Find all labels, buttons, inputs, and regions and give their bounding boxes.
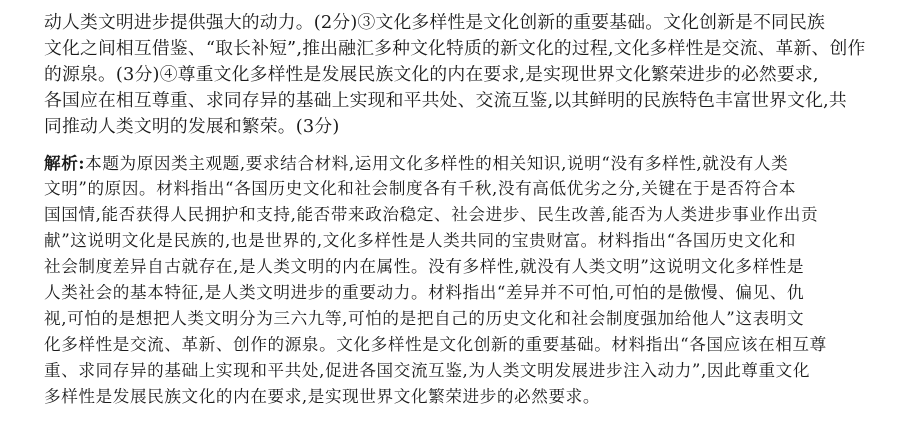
explanation-line: 人类社会的基本特征,是人类文明进步的重要动力。材料指出“差异并不可怕,可怕的是傲慢、偏见、仇 bbox=[44, 283, 805, 302]
explanation-line: 献”这说明文化是民族的,也是世界的,文化多样性是人类共同的宝贵财富。材料指出“各国历史文化和 bbox=[44, 231, 797, 250]
explanation-line: 化多样性是交流、革新、创作的源泉。文化多样性是文化创新的重要基础。材料指出“各国应该在相互尊 bbox=[44, 335, 827, 354]
explanation-label: 解析: bbox=[44, 153, 86, 173]
answer-line: 同推动人类文明的发展和繁荣。(3分) bbox=[44, 116, 340, 137]
answer-line: 的源泉。(3分)④尊重文化多样性是发展民族文化的内在要求,是实现世界文化繁荣进步的必然要求, bbox=[44, 64, 819, 85]
answer-line: 文化之间相互借鉴、“取长补短”,推出融汇多种文化特质的新文化的过程,文化多样性是交流、革新、创作 bbox=[44, 38, 866, 59]
explanation-line: 视,可怕的是想把人类文明分为三六九等,可怕的是把自己的历史文化和社会制度强加给他人”这表明文 bbox=[44, 309, 805, 328]
explanation-text: 本题为原因类主观题,要求结合材料,运用文化多样性的相关知识,说明“没有多样性,就没有人类 bbox=[85, 154, 789, 173]
explanation-paragraph bbox=[44, 150, 900, 410]
answer-line: 各国应在相互尊重、求同存异的基础上实现和平共处、交流互鉴,以其鲜明的民族特色丰富世界文化,共 bbox=[44, 90, 847, 111]
explanation-line: 多样性是发展民族文化的内在要求,是实现世界文化繁荣进步的必然要求。 bbox=[44, 387, 601, 406]
explanation-first-line bbox=[44, 150, 900, 176]
explanation-line: 国国情,能否获得人民拥护和支持,能否带来政治稳定、社会进步、民生改善,能否为人类进步事业作出贡 bbox=[44, 205, 819, 224]
answer-paragraph bbox=[44, 10, 900, 140]
explanation-line: 重、求同存异的基础上实现和平共处,促进各国交流互鉴,为人类文明发展进步注入动力”,因此尊重文化 bbox=[44, 361, 811, 380]
explanation-line: 社会制度差异自古就存在,是人类文明的内在属性。没有多样性,就没有人类文明”这说明文化多样性是 bbox=[44, 257, 805, 276]
explanation-line: 文明”的原因。材料指出“各国历史文化和社会制度各有千秋,没有高低优劣之分,关键在于是否符合本 bbox=[44, 179, 797, 198]
answer-line: 动人类文明进步提供强大的动力。(2分)③文化多样性是文化创新的重要基础。文化创新是不同民族 bbox=[44, 12, 826, 33]
